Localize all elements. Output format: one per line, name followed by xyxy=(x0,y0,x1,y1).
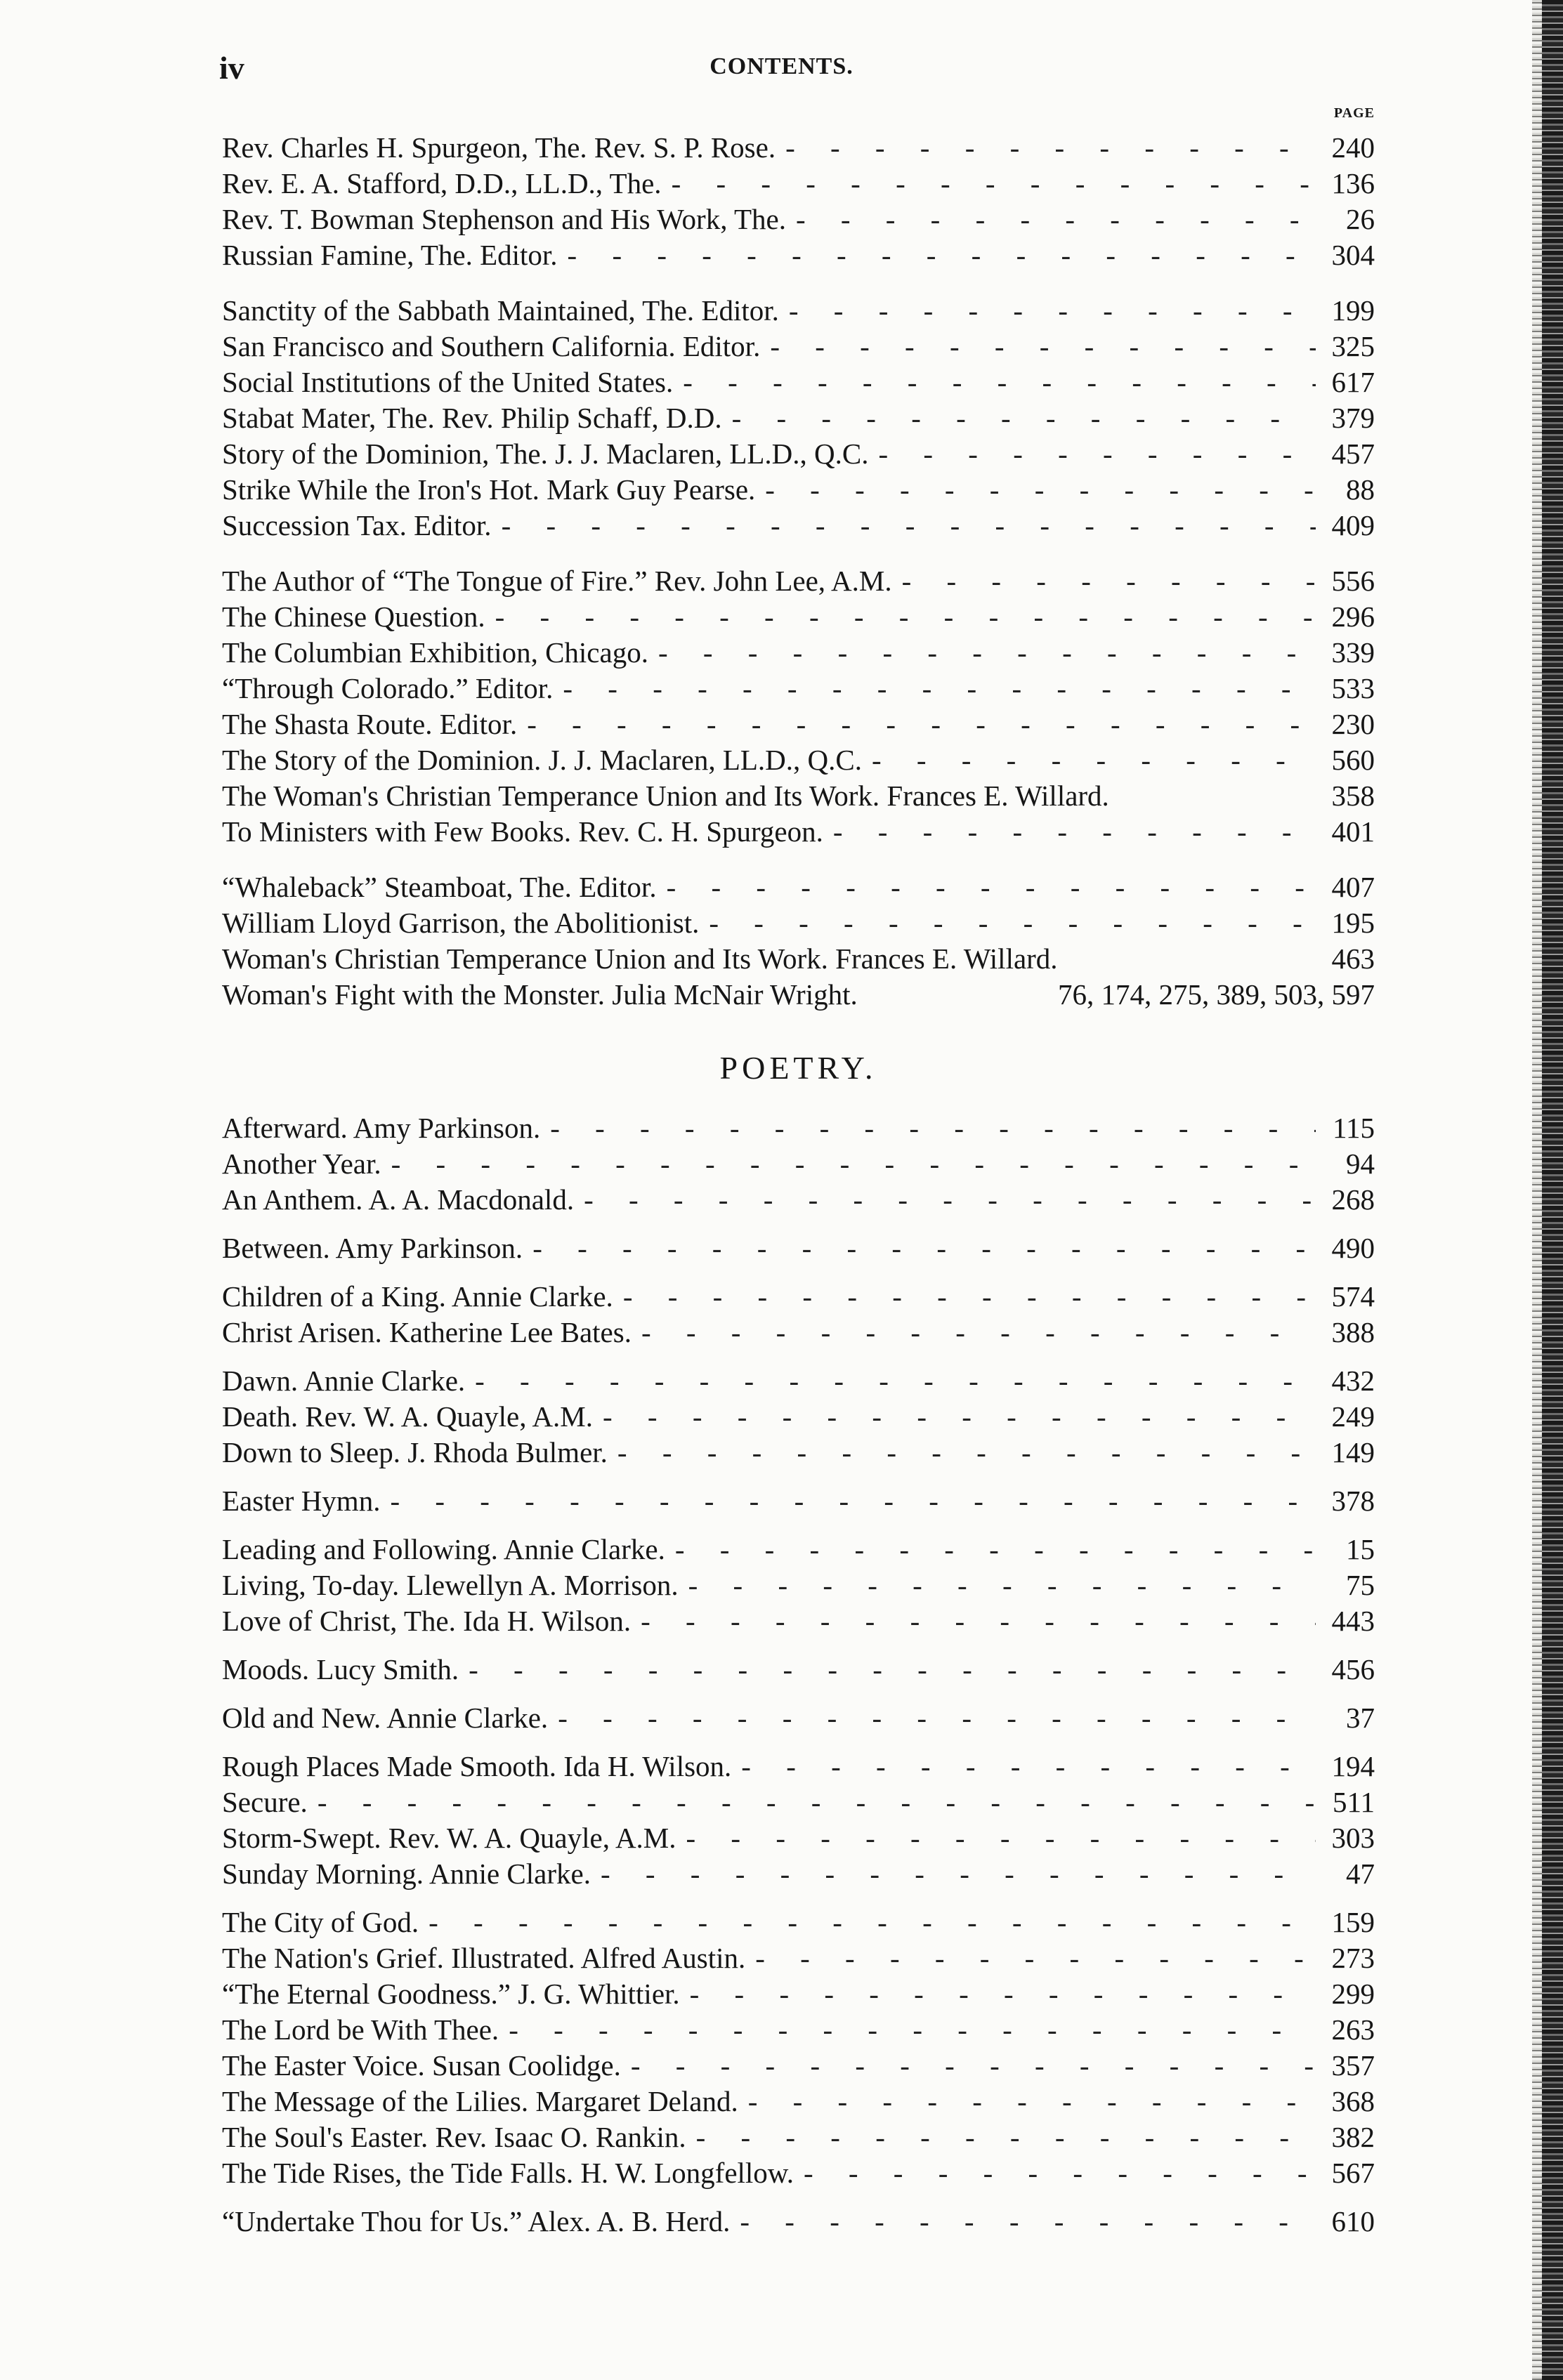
toc-entry xyxy=(222,2155,1375,2191)
entry-title: The Author of “The Tongue of Fire.” Rev. John Lee, A.M. xyxy=(222,565,892,597)
entry-page-number: 456 xyxy=(1331,1653,1375,1685)
poetry-group xyxy=(222,1483,1375,1519)
dot-leader xyxy=(380,1483,1316,1519)
entry-page-number: 443 xyxy=(1331,1605,1375,1637)
entry-title: Between. Amy Parkinson. xyxy=(222,1232,523,1264)
toc-entry xyxy=(222,1315,1375,1350)
dot-leader xyxy=(558,237,1316,273)
toc-entry xyxy=(222,1483,1375,1519)
toc-entry xyxy=(222,671,1375,706)
entry-title: Another Year. xyxy=(222,1148,381,1180)
entry-title: Woman's Fight with the Monster. Julia McNair Wright. xyxy=(222,978,858,1011)
entry-page-number: 26 xyxy=(1346,203,1375,235)
entry-title: Rev. T. Bowman Stephenson and His Work, The. xyxy=(222,203,786,235)
toc-group xyxy=(222,869,1375,1013)
entry-title: Strike While the Iron's Hot. Mark Guy Pearse. xyxy=(222,473,756,506)
dot-leader xyxy=(657,869,1316,905)
entry-page-number: 268 xyxy=(1331,1183,1375,1216)
entry-page-number: 432 xyxy=(1331,1365,1375,1397)
entry-page-number: 240 xyxy=(1331,131,1375,164)
toc-entry xyxy=(222,1749,1375,1784)
entry-page-number: 407 xyxy=(1331,871,1375,903)
entry-title: Rev. Charles H. Spurgeon, The. Rev. S. P. Rose. xyxy=(222,131,776,164)
section-heading-poetry: POETRY. xyxy=(719,1050,877,1086)
entry-title: Old and New. Annie Clarke. xyxy=(222,1702,549,1734)
poetry-group xyxy=(222,2204,1375,2240)
entry-page-number: 159 xyxy=(1331,1906,1375,1938)
entry-title: Down to Sleep. J. Rhoda Bulmer. xyxy=(222,1436,608,1468)
toc-group xyxy=(222,130,1375,273)
poetry-group xyxy=(222,1652,1375,1688)
entry-page-number: 94 xyxy=(1346,1148,1375,1180)
entry-title: To Ministers with Few Books. Rev. C. H. Spurgeon. xyxy=(222,815,823,848)
toc-entry xyxy=(222,869,1375,905)
entry-title: Stabat Mater, The. Rev. Philip Schaff, D.D. xyxy=(222,402,722,434)
toc-entry xyxy=(222,1603,1375,1639)
dot-leader xyxy=(608,1435,1316,1471)
toc-entry xyxy=(222,1110,1375,1146)
entry-page-number: 15 xyxy=(1346,1533,1375,1565)
entry-page-number: 37 xyxy=(1346,1702,1375,1734)
entry-title: Succession Tax. Editor. xyxy=(222,509,492,541)
toc-entry xyxy=(222,1567,1375,1603)
entry-page-number: 195 xyxy=(1331,907,1375,939)
dot-leader xyxy=(673,364,1316,400)
entry-title: The Lord be With Thee. xyxy=(222,2013,499,2046)
poetry-group xyxy=(222,1532,1375,1639)
entry-title: “The Eternal Goodness.” J. G. Whittier. xyxy=(222,1978,680,2010)
entry-page-number: 388 xyxy=(1331,1316,1375,1348)
toc-entry xyxy=(222,1820,1375,1856)
dot-leader xyxy=(574,1182,1316,1218)
dot-leader xyxy=(679,1567,1316,1603)
entry-page-number: 463 xyxy=(1331,942,1375,975)
dot-leader xyxy=(745,1940,1316,1976)
entry-title: The Nation's Grief. Illustrated. Alfred Austin. xyxy=(222,1942,746,1974)
toc-entry xyxy=(222,293,1375,329)
page-column-label: PAGE xyxy=(1333,105,1375,121)
entry-title: Russian Famine, The. Editor. xyxy=(222,239,558,271)
poetry-group xyxy=(222,1110,1375,1218)
entry-title: The Soul's Easter. Rev. Isaac O. Rankin. xyxy=(222,2121,686,2153)
toc-entry xyxy=(222,1976,1375,2012)
entry-title: “Undertake Thou for Us.” Alex. A. B. Herd. xyxy=(222,2205,731,2237)
poetry-group xyxy=(222,1905,1375,2191)
entry-page-number: 299 xyxy=(1331,1978,1375,2010)
dot-leader xyxy=(794,2155,1316,2191)
dot-leader xyxy=(591,1856,1316,1892)
dot-leader xyxy=(517,706,1316,742)
entry-title: The Columbian Exhibition, Chicago. xyxy=(222,636,648,669)
toc-entry xyxy=(222,977,1375,1013)
dot-leader xyxy=(465,1363,1316,1399)
toc-entry xyxy=(222,1652,1375,1688)
entry-title: Social Institutions of the United States. xyxy=(222,366,674,398)
toc-entry xyxy=(222,1363,1375,1399)
entry-page-number: 47 xyxy=(1346,1858,1375,1890)
dot-leader xyxy=(308,1784,1316,1820)
entry-title: The Easter Voice. Susan Coolidge. xyxy=(222,2049,621,2082)
dot-leader xyxy=(760,329,1316,364)
dot-leader xyxy=(738,2084,1316,2119)
entry-title: The City of God. xyxy=(222,1906,419,1938)
entry-title: Leading and Following. Annie Clarke. xyxy=(222,1533,665,1565)
dot-leader xyxy=(499,2012,1316,2048)
dot-leader xyxy=(665,1532,1316,1567)
dot-leader xyxy=(676,1820,1316,1856)
toc-entry xyxy=(222,778,1375,814)
toc-entry xyxy=(222,1905,1375,1940)
entry-page-number: 490 xyxy=(1331,1232,1375,1264)
dot-leader xyxy=(631,1603,1316,1639)
entry-page-number: 610 xyxy=(1331,2205,1375,2237)
dot-leader xyxy=(648,635,1316,671)
dot-leader xyxy=(632,1315,1316,1350)
dot-leader xyxy=(892,563,1316,599)
entry-title: Easter Hymn. xyxy=(222,1485,381,1517)
entry-page-number: 339 xyxy=(1331,636,1375,669)
dot-leader xyxy=(779,293,1316,329)
entry-page-number: 249 xyxy=(1331,1400,1375,1433)
toc-entry xyxy=(222,202,1375,237)
dot-leader xyxy=(662,166,1316,202)
dot-leader xyxy=(459,1652,1316,1688)
entry-page-number: 303 xyxy=(1331,1822,1375,1854)
toc-entry xyxy=(222,400,1375,436)
toc-entry xyxy=(222,1532,1375,1567)
toc-entry xyxy=(222,2119,1375,2155)
entry-page-number: 263 xyxy=(1331,2013,1375,2046)
entry-page-number: 560 xyxy=(1331,744,1375,776)
toc-entry xyxy=(222,2204,1375,2240)
toc-entry xyxy=(222,1940,1375,1976)
dot-leader xyxy=(680,1976,1316,2012)
entry-title: Sanctity of the Sabbath Maintained, The. Editor. xyxy=(222,294,779,327)
entry-title: Afterward. Amy Parkinson. xyxy=(222,1112,541,1144)
entry-page-number: 75 xyxy=(1346,1569,1375,1601)
entry-title: Death. Rev. W. A. Quayle, A.M. xyxy=(222,1400,594,1433)
entry-title: Rough Places Made Smooth. Ida H. Wilson. xyxy=(222,1750,732,1782)
poetry-group xyxy=(222,1700,1375,1736)
toc-entry xyxy=(222,563,1375,599)
entry-page-number: 325 xyxy=(1331,330,1375,362)
entry-page-number: 194 xyxy=(1331,1750,1375,1782)
entry-title: “Whaleback” Steamboat, The. Editor. xyxy=(222,871,657,903)
toc-entry xyxy=(222,1146,1375,1182)
toc-entry xyxy=(222,941,1375,977)
entry-title: Dawn. Annie Clarke. xyxy=(222,1365,466,1397)
dot-leader xyxy=(823,814,1316,850)
toc-entry xyxy=(222,814,1375,850)
entry-page-number: 296 xyxy=(1331,600,1375,633)
toc-entry xyxy=(222,2048,1375,2084)
binding-edge-shadow xyxy=(1532,0,1542,2380)
toc-entry xyxy=(222,1784,1375,1820)
dot-leader xyxy=(419,1905,1316,1940)
dot-leader xyxy=(862,742,1316,778)
entry-page-number: 379 xyxy=(1331,402,1375,434)
entry-title: Children of a King. Annie Clarke. xyxy=(222,1280,613,1313)
entry-page-number: 457 xyxy=(1331,438,1375,470)
dot-leader xyxy=(485,599,1316,635)
toc-entry xyxy=(222,436,1375,472)
dot-leader xyxy=(613,1279,1316,1315)
entry-title: Rev. E. A. Stafford, D.D., LL.D., The. xyxy=(222,167,662,199)
toc-entry xyxy=(222,599,1375,635)
toc-group xyxy=(222,563,1375,850)
poetry-group xyxy=(222,1363,1375,1471)
entry-page-number: 617 xyxy=(1331,366,1375,398)
toc-entry xyxy=(222,1279,1375,1315)
entry-title: The Woman's Christian Temperance Union and Its Work. Frances E. Willard. xyxy=(222,780,1109,812)
toc-entry xyxy=(222,508,1375,544)
table-of-contents xyxy=(222,130,1375,2252)
entry-title: Woman's Christian Temperance Union and Its Work. Frances E. Willard. xyxy=(222,942,1058,975)
entry-title: The Chinese Question. xyxy=(222,600,485,633)
dot-leader xyxy=(722,400,1316,436)
toc-entry xyxy=(222,237,1375,273)
toc-entry xyxy=(222,329,1375,364)
entry-page-number: 273 xyxy=(1331,1942,1375,1974)
entry-page-number: 136 xyxy=(1331,167,1375,199)
dot-leader xyxy=(786,202,1316,237)
entry-page-number: 358 xyxy=(1331,780,1375,812)
entry-page-number: 574 xyxy=(1331,1280,1375,1313)
entry-title: San Francisco and Southern California. Editor. xyxy=(222,330,761,362)
entry-page-number: 556 xyxy=(1331,565,1375,597)
entry-page-number: 401 xyxy=(1331,815,1375,848)
toc-entry xyxy=(222,472,1375,508)
entry-title: Story of the Dominion, The. J. J. Maclaren, LL.D., Q.C. xyxy=(222,438,869,470)
entry-title: Sunday Morning. Annie Clarke. xyxy=(222,1858,591,1890)
entry-title: Secure. xyxy=(222,1786,308,1818)
dot-leader xyxy=(593,1399,1316,1435)
entry-page-number: 533 xyxy=(1331,672,1375,704)
entry-title: An Anthem. A. A. Macdonald. xyxy=(222,1183,575,1216)
dot-leader xyxy=(686,2119,1316,2155)
toc-entry xyxy=(222,905,1375,941)
dot-leader xyxy=(523,1230,1316,1266)
entry-page-number: 567 xyxy=(1331,2157,1375,2189)
dot-leader xyxy=(868,436,1316,472)
dot-leader xyxy=(381,1146,1316,1182)
entry-page-number: 368 xyxy=(1331,2085,1375,2117)
entry-title: “Through Colorado.” Editor. xyxy=(222,672,554,704)
dot-leader xyxy=(699,905,1316,941)
entry-title: William Lloyd Garrison, the Abolitionist. xyxy=(222,907,700,939)
entry-page-number: 382 xyxy=(1331,2121,1375,2153)
entry-page-number: 76, 174, 275, 389, 503, 597 xyxy=(1058,978,1375,1011)
toc-entry xyxy=(222,2012,1375,2048)
entry-page-number: 511 xyxy=(1333,1786,1375,1818)
entry-page-number: 88 xyxy=(1346,473,1375,506)
dot-leader xyxy=(731,1749,1316,1784)
toc-entry xyxy=(222,1856,1375,1892)
toc-entry xyxy=(222,1399,1375,1435)
toc-entry xyxy=(222,635,1375,671)
entry-title: Love of Christ, The. Ida H. Wilson. xyxy=(222,1605,632,1637)
toc-entry xyxy=(222,706,1375,742)
entry-title: The Tide Rises, the Tide Falls. H. W. Longfellow. xyxy=(222,2157,794,2189)
poetry-group xyxy=(222,1230,1375,1266)
entry-page-number: 199 xyxy=(1331,294,1375,327)
binding-edge xyxy=(1542,0,1563,2380)
entry-page-number: 230 xyxy=(1331,708,1375,740)
dot-leader xyxy=(621,2048,1316,2084)
poetry-group xyxy=(222,1279,1375,1350)
toc-entry xyxy=(222,742,1375,778)
toc-entry xyxy=(222,2084,1375,2119)
dot-leader xyxy=(548,1700,1316,1736)
page-folio: iv xyxy=(219,50,244,86)
entry-title: The Shasta Route. Editor. xyxy=(222,708,518,740)
dot-leader xyxy=(492,508,1316,544)
entry-page-number: 378 xyxy=(1331,1485,1375,1517)
entry-page-number: 357 xyxy=(1331,2049,1375,2082)
entry-page-number: 115 xyxy=(1333,1112,1375,1144)
toc-entry xyxy=(222,130,1375,166)
entry-page-number: 304 xyxy=(1331,239,1375,271)
entry-page-number: 409 xyxy=(1331,509,1375,541)
poetry-group xyxy=(222,1749,1375,1892)
entry-title: Storm-Swept. Rev. W. A. Quayle, A.M. xyxy=(222,1822,676,1854)
toc-entry xyxy=(222,1700,1375,1736)
entry-page-number: 149 xyxy=(1331,1436,1375,1468)
toc-entry xyxy=(222,1435,1375,1471)
entry-title: Christ Arisen. Katherine Lee Bates. xyxy=(222,1316,632,1348)
dot-leader xyxy=(755,472,1316,508)
dot-leader xyxy=(776,130,1316,166)
dot-leader xyxy=(730,2204,1316,2240)
toc-entry xyxy=(222,1182,1375,1218)
toc-group xyxy=(222,293,1375,544)
toc-entry xyxy=(222,166,1375,202)
entry-title: The Story of the Dominion. J. J. Maclaren, LL.D., Q.C. xyxy=(222,744,862,776)
entry-title: The Message of the Lilies. Margaret Deland. xyxy=(222,2085,738,2117)
dot-leader xyxy=(553,671,1316,706)
toc-entry xyxy=(222,1230,1375,1266)
running-head: CONTENTS. xyxy=(709,53,854,79)
entry-title: Living, To-day. Llewellyn A. Morrison. xyxy=(222,1569,679,1601)
toc-entry xyxy=(222,364,1375,400)
entry-title: Moods. Lucy Smith. xyxy=(222,1653,459,1685)
dot-leader xyxy=(540,1110,1316,1146)
